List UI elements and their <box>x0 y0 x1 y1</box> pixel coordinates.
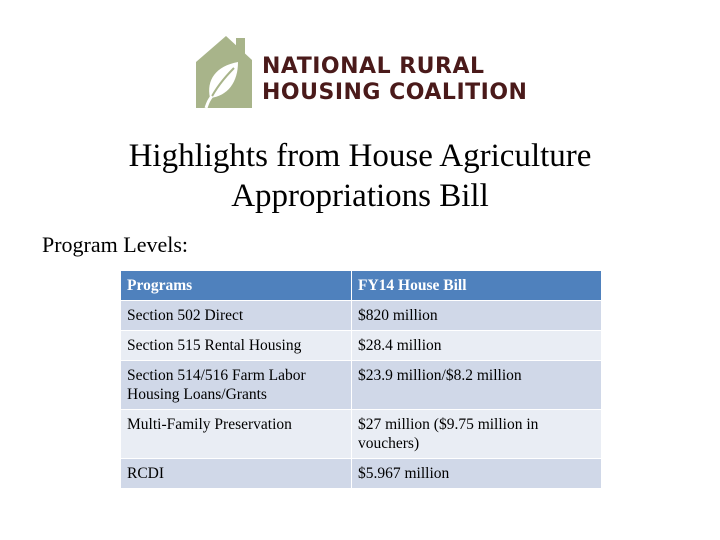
program-cell: Section 515 Rental Housing <box>121 331 352 361</box>
amount-cell: $28.4 million <box>352 331 602 361</box>
column-header-programs: Programs <box>121 271 352 301</box>
program-cell: Section 502 Direct <box>121 301 352 331</box>
amount-cell: $27 million ($9.75 million in vouchers) <box>352 410 602 459</box>
page-title <box>60 136 660 216</box>
table-row <box>121 361 602 410</box>
house-leaf-icon <box>188 32 258 112</box>
logo <box>188 32 538 112</box>
program-cell: RCDI <box>121 459 352 489</box>
logo-text-line1: NATIONAL RURAL <box>262 54 485 79</box>
table-row <box>121 331 602 361</box>
table-row <box>121 459 602 489</box>
programs-table <box>120 270 602 489</box>
section-heading: Program Levels: <box>42 232 189 257</box>
amount-cell: $23.9 million/$8.2 million <box>352 361 602 410</box>
table-row <box>121 301 602 331</box>
amount-cell: $820 million <box>352 301 602 331</box>
title-line1: Highlights from House Agriculture <box>128 138 592 174</box>
table-header-row <box>121 271 602 301</box>
column-header-fy14: FY14 House Bill <box>352 271 602 301</box>
table-row <box>121 410 602 459</box>
title-line2: Appropriations Bill <box>231 178 489 214</box>
program-cell: Multi-Family Preservation <box>121 410 352 459</box>
program-cell: Section 514/516 Farm Labor Housing Loans/Grants <box>121 361 352 410</box>
logo-text-line2: HOUSING COALITION <box>262 80 528 105</box>
amount-cell: $5.967 million <box>352 459 602 489</box>
